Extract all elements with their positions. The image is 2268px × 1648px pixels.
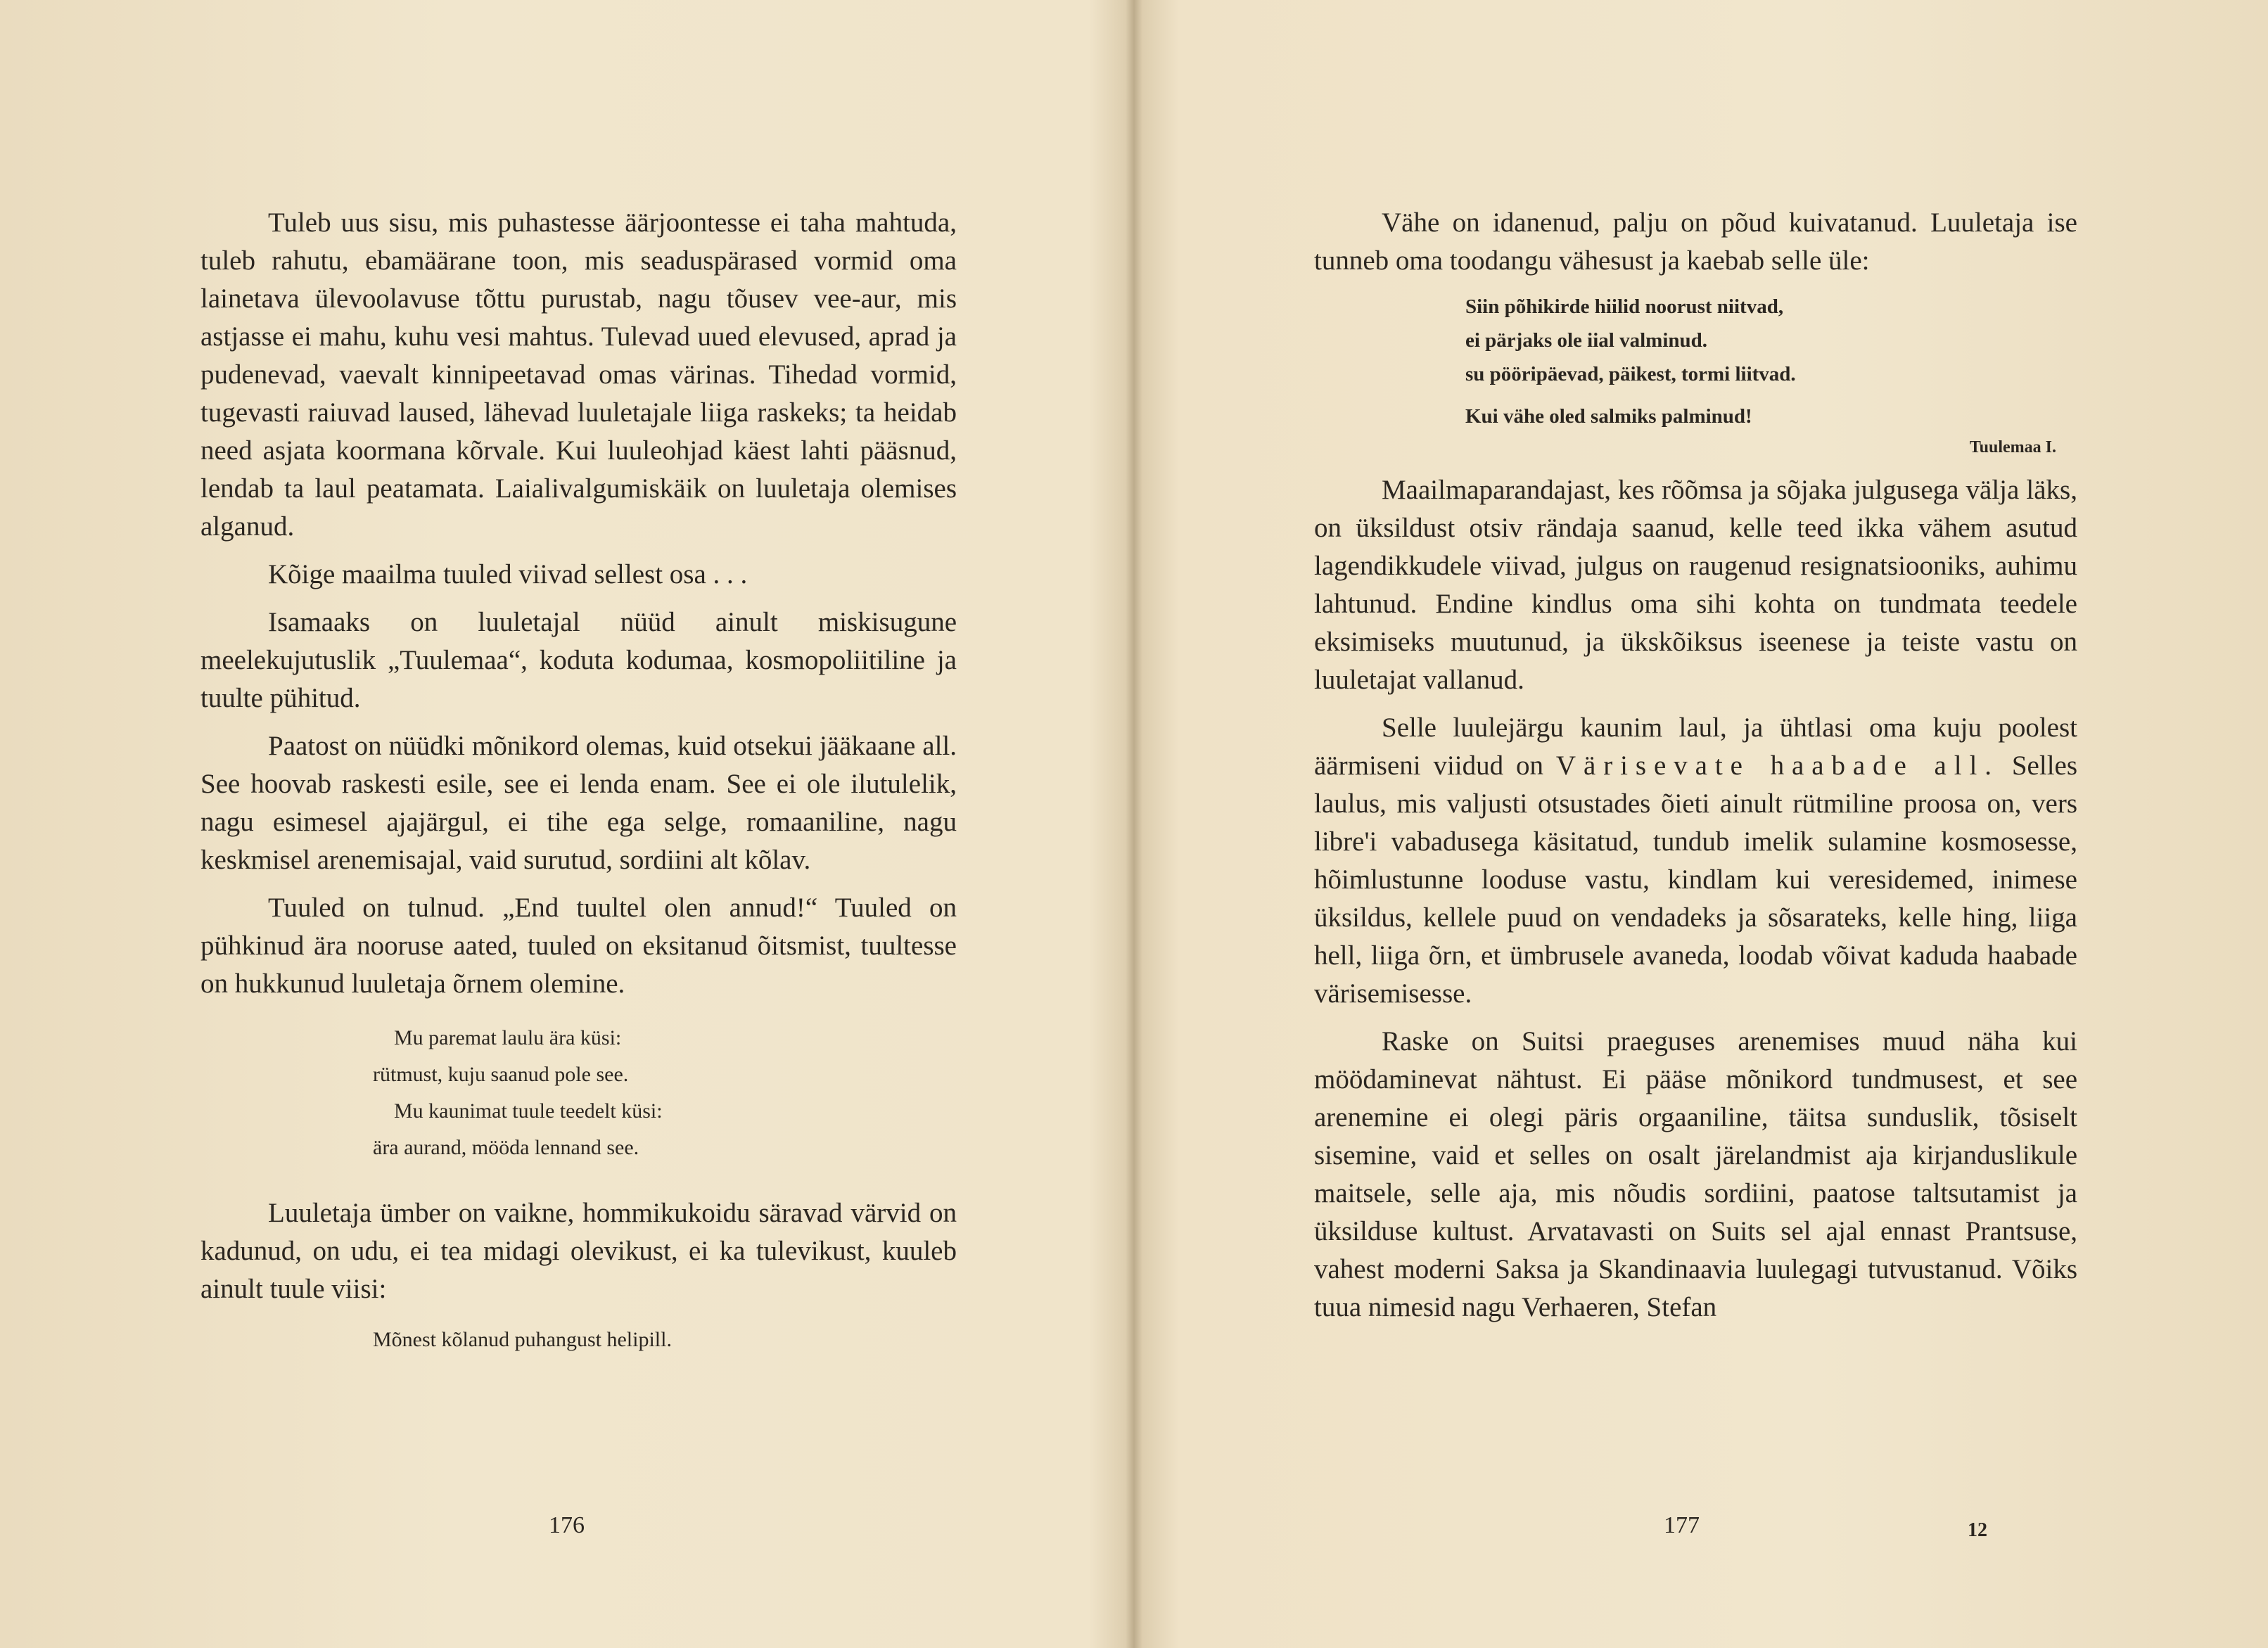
verse-line: Mu paremat laulu ära küsi:: [394, 1026, 622, 1049]
paragraph: Paatost on nüüdki mõnikord olemas, kuid otsekui jääkaane all. See hoovab raskesti esile, see ei lenda enam. See ei ole ilutulelik, nagu esimesel ajajärgul, ei tihe ega selge, romaaniline, nagu keskmisel arenemisajal, vaid surutud, sordiini alt kõlav.: [200, 731, 957, 875]
poem-title: Värisevate haabade all.: [1555, 750, 1999, 781]
book-gutter: [1126, 0, 1142, 1648]
left-page: [200, 204, 957, 1358]
paragraph: Maailmaparandajast, kes rõõmsa ja sõjaka julgusega välja läks, on üksildust otsiv rändaja saanud, kelle teed ikka vähem asutud lagendikkudele viivad, julgus on raugenud resignatsiooniks, auhimu lahtunud. Endine kindlus oma sihi kohta on tundmata teedele eksimiseks muutunud, ja ükskõiksus iseenese ja teiste vastu on luuletajat vallanud.: [1314, 475, 2077, 695]
verse-line: Mu kaunimat tuule teedelt küsi:: [394, 1099, 663, 1123]
text-run: Selle luulejärgu kaunim laul, ja ühtlasi oma kuju poolest äärmiseni viidud on: [1314, 713, 2077, 781]
text-run: Selles laulus, mis valjusti otsustades õieti ainult rütmiline proosa on, vers libre'i vabadusega käsitatud, tundub imelik sulamine kosmosesse, hõimlustunne looduse vastu, kindlam kui veresidemed, inimese üksildus, kellele puud on vendadeks ja sõsarateks, kelle hing, liiga hell, liiga õrn, et ümbrusele avaneda, loodab võivat kaduda haabade värisemisesse.: [1314, 750, 2078, 1009]
verse-line: Siin põhikirde hiilid noorust niitvad,: [1465, 295, 1784, 318]
verse-quote: [373, 1020, 957, 1166]
paragraph: Isamaaks on luuletajal nüüd ainult miskisugune meelekujutuslik „Tuulemaa“, koduta kodumaa, kosmopoliitiline ja tuulte pühitud.: [200, 607, 957, 713]
verse-line: Kui vähe oled salmiks palminud!: [1465, 405, 1752, 428]
verse-line: ära aurand, mööda lennand see.: [373, 1136, 639, 1159]
signature-mark: 12: [1968, 1519, 1987, 1541]
verse-attribution: Tuulemaa I.: [1969, 438, 2056, 456]
paragraph: Vähe on idanenud, palju on põud kuivatanud. Luuletaja ise tunneb oma toodangu vähesust ja kaebab selle üle:: [1314, 207, 2077, 276]
page-number: 176: [549, 1512, 585, 1538]
paragraph: Luuletaja ümber on vaikne, hommikukoidu säravad värvid on kadunud, on udu, ei tea midagi olevikust, ei ka tulevikust, kuuleb ainult tuule viisi:: [200, 1198, 957, 1304]
paragraph: Tuuled on tulnud. „End tuultel olen annud!“ Tuuled on pühkinud ära nooruse aated, tuuled on eksitanud õitsmist, tuultesse on hukkunud luuletaja õrnem olemine.: [200, 893, 957, 999]
verse-line: Mõnest kõlanud puhangust helipill.: [373, 1328, 672, 1351]
verse-line: ei pärjaks ole iial valminud.: [1465, 329, 1708, 352]
paragraph: [1314, 709, 2077, 1013]
verse-line: rütmust, kuju saanud pole see.: [373, 1063, 629, 1086]
verse-quote: [1465, 290, 2077, 433]
paragraph: Kõige maailma tuuled viivad sellest osa . . .: [268, 559, 748, 589]
paragraph: Raske on Suitsi praeguses arenemises muud näha kui möödaminevat nähtust. Ei pääse mõnikord tundmusest, et see arenemine ei olegi päris orgaaniline, täitsa sunduslik, tõsiselt sisemine, vaid et selles on osalt järelandmist aja kirjanduslikule maitsele, selle aja, mis nõudis sordiini, paatose taltsutamist ja üksilduse kultust. Arvatavasti on Suits sel ajal ennast Prantsuse, vahest moderni Saksa ja Skandinaavia luulegagi tutvustanud. Võiks tuua nimesid nagu Verhaeren, Stefan: [1314, 1026, 2077, 1322]
paragraph: Tuleb uus sisu, mis puhastesse äärjoontesse ei taha mahtuda, tuleb rahutu, ebamäärane toon, mis seaduspärased vormid oma lainetava ülevoolavuse tõttu purustab, nagu tõusev vee-aur, mis astjasse ei mahu, kuhu vesi mahtus. Tulevad uued elevused, aprad ja pudenevad, vaevalt kinnipeetavad omas värinas. Tihedad vormid, tugevasti raiuvad laused, lähevad luuletajale liiga raskeks; ta heidab need asjata koormana kõrvale. Kui luuleohjad käest lahti pääsnud, lendab ta laul peatamata. Laialivalgumiskäik on luuletaja olemises alganud.: [200, 207, 957, 542]
verse-line: su pööripäevad, päikest, tormi liitvad.: [1465, 363, 1796, 385]
page-number: 177: [1664, 1512, 1700, 1538]
right-page: [1314, 204, 2077, 1327]
